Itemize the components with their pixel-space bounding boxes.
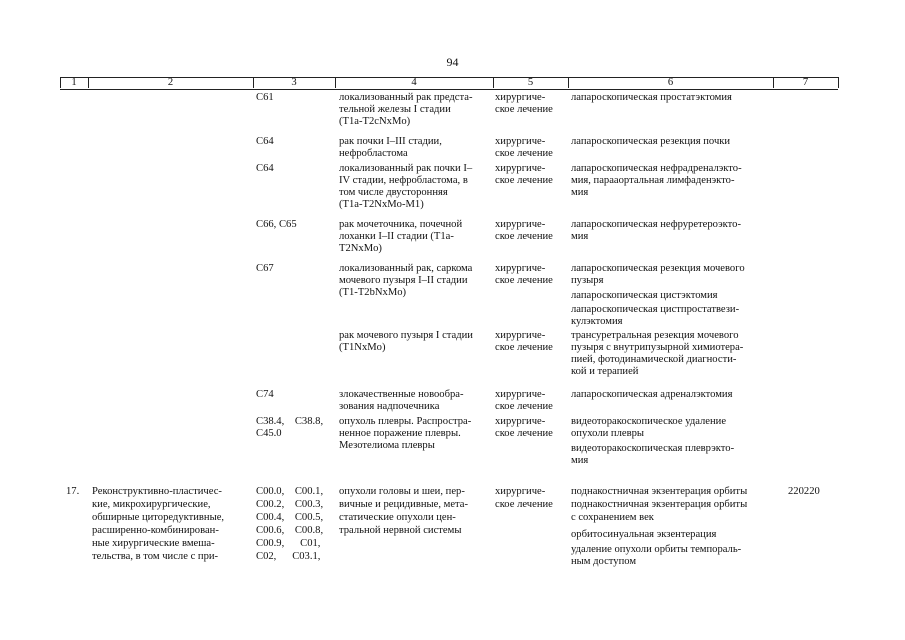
method-line: кулэктомия — [571, 316, 623, 327]
disease-line: зования надпочечника — [339, 401, 440, 412]
treatment-line: хирургиче- — [495, 486, 546, 497]
method-line: трансуретральная резекция мочевого — [571, 330, 739, 341]
treatment-line: хирургиче- — [495, 163, 546, 174]
disease-line: Мезотелиома плевры — [339, 440, 435, 451]
method-line: поднакостничная экзентерация орбиты — [571, 499, 748, 510]
icd-code: C45.0 — [256, 428, 282, 439]
treatment-line: хирургиче- — [495, 330, 546, 341]
icd-code: C00.0, C00.1, — [256, 486, 324, 497]
treatment-line: хирургиче- — [495, 389, 546, 400]
disease-line: (T1NxMo) — [339, 342, 386, 353]
disease-line: опухоли головы и шеи, пер- — [339, 486, 465, 497]
method-line: ным доступом — [571, 556, 637, 567]
method-line: опухоли плевры — [571, 428, 644, 439]
column-header: 4 — [411, 77, 417, 88]
treatment-line: хирургиче- — [495, 219, 546, 230]
treatment-line: хирургиче- — [495, 136, 546, 147]
method-line: мия, парааортальная лимфаденэкто- — [571, 175, 735, 186]
icd-code: C00.4, C00.5, — [256, 512, 324, 523]
icd-code: C64 — [256, 136, 274, 147]
column-divider — [838, 77, 839, 88]
method-line: с сохранением век — [571, 512, 654, 523]
group-name-line: обширные циторедуктивные, — [92, 512, 225, 523]
icd-code: C00.2, C00.3, — [256, 499, 324, 510]
column-header: 1 — [71, 77, 77, 88]
group-name-line: Реконструктивно-пластичес- — [92, 486, 222, 497]
disease-line: лоханки I–II стадии (T1a- — [339, 231, 454, 242]
method-line: лапароскопическая цистэктомия — [571, 290, 718, 301]
disease-line: рак почки I–III стадии, — [339, 136, 442, 147]
icd-code: C61 — [256, 92, 274, 103]
disease-line: локализованный рак предста- — [339, 92, 473, 103]
treatment-line: хирургиче- — [495, 263, 546, 274]
method-line: видеоторакоскопическое удаление — [571, 416, 727, 427]
disease-line: ненное поражение плевры. — [339, 428, 461, 439]
icd-code: C38.4, C38.8, — [256, 416, 324, 427]
disease-line: рак мочеточника, почечной — [339, 219, 463, 230]
treatment-line: ское лечение — [495, 148, 553, 159]
column-header: 5 — [527, 77, 534, 88]
method-line: лапароскопическая нефрадреналэкто- — [571, 163, 742, 174]
method-line: пией, фотодинамической диагности- — [571, 354, 737, 365]
icd-code: C67 — [256, 263, 274, 274]
method-line: удаление опухоли орбиты темпораль- — [571, 544, 742, 555]
method-line: пузыря — [571, 275, 604, 286]
column-header: 6 — [667, 77, 674, 88]
group-name-line: кие, микрохирургические, — [92, 499, 211, 510]
treatment-line: ское лечение — [495, 401, 553, 412]
disease-line: том числе двусторонняя — [339, 187, 448, 198]
method-line: кой и терапией — [571, 366, 639, 377]
method-line: лапароскопическая простатэктомия — [571, 92, 732, 103]
icd-code: C74 — [256, 389, 274, 400]
treatment-line: ское лечение — [495, 499, 553, 510]
icd-code: C02, C03.1, — [256, 551, 321, 562]
disease-line: (T1a-T2NxMo-M1) — [339, 199, 424, 210]
treatment-line: хирургиче- — [495, 416, 546, 427]
header-bottom-rule — [60, 89, 838, 90]
disease-line: статические опухоли цен- — [339, 512, 456, 523]
treatment-line: ское лечение — [495, 231, 553, 242]
column-header: 7 — [802, 77, 809, 88]
cost-value: 220220 — [788, 486, 820, 497]
method-line: лапароскопическая нефруретероэкто- — [571, 219, 741, 230]
disease-line: (T1-T2bNxMo) — [339, 287, 407, 298]
disease-line: локализованный рак, саркома — [339, 263, 473, 274]
disease-line: мочевого пузыря I–II стадии — [339, 275, 468, 286]
method-line: мия — [571, 455, 589, 466]
treatment-line: хирургиче- — [495, 92, 546, 103]
method-line: лапароскопическая резекция мочевого — [571, 263, 745, 274]
method-line: видеоторакоскопическая плеврэкто- — [571, 443, 735, 454]
icd-code: C64 — [256, 163, 274, 174]
icd-code: C00.6, C00.8, — [256, 525, 324, 536]
disease-line: злокачественные новообра- — [339, 389, 464, 400]
group-name-line: ные хирургические вмеша- — [92, 538, 215, 549]
method-line: лапароскопическая адреналэктомия — [571, 389, 733, 400]
method-line: лапароскопическая резекция почки — [571, 136, 731, 147]
method-line: мия — [571, 187, 589, 198]
treatment-line: ское лечение — [495, 175, 553, 186]
method-line: орбитосинуальная экзентерация — [571, 529, 717, 540]
treatment-line: ское лечение — [495, 104, 553, 115]
treatment-line: ское лечение — [495, 275, 553, 286]
disease-line: вичные и рецидивные, мета- — [339, 499, 469, 510]
column-header: 2 — [167, 77, 174, 88]
group-name-line: тельства, в том числе с при- — [92, 551, 219, 562]
disease-line: нефробластома — [339, 148, 408, 159]
disease-line: (T1a-T2cNxMo) — [339, 116, 411, 127]
disease-line: локализованный рак почки I– — [339, 163, 473, 174]
icd-code: C00.9, C01, — [256, 538, 321, 549]
column-header: 3 — [291, 77, 297, 88]
disease-line: опухоль плевры. Распростра- — [339, 416, 472, 427]
method-line: поднакостничная экзентерация орбиты — [571, 486, 748, 497]
group-name-line: расширенно-комбинирован- — [92, 525, 219, 536]
disease-line: рак мочевого пузыря I стадии — [339, 330, 473, 341]
icd-code: C66, C65 — [256, 219, 297, 230]
treatment-line: ское лечение — [495, 342, 553, 353]
page-number: 94 — [446, 55, 459, 69]
method-line: пузыря с внутрипузырной химиотера- — [571, 342, 744, 353]
disease-line: IV стадии, нефробластома, в — [339, 175, 468, 186]
disease-line: тельной железы I стадии — [339, 104, 451, 115]
disease-line: T2NxMo) — [339, 243, 382, 254]
treatment-line: ское лечение — [495, 428, 553, 439]
group-number: 17. — [66, 486, 80, 497]
disease-line: тральной нервной системы — [339, 525, 462, 536]
method-line: мия — [571, 231, 589, 242]
method-line: лапароскопическая цистпростатвези- — [571, 304, 740, 315]
